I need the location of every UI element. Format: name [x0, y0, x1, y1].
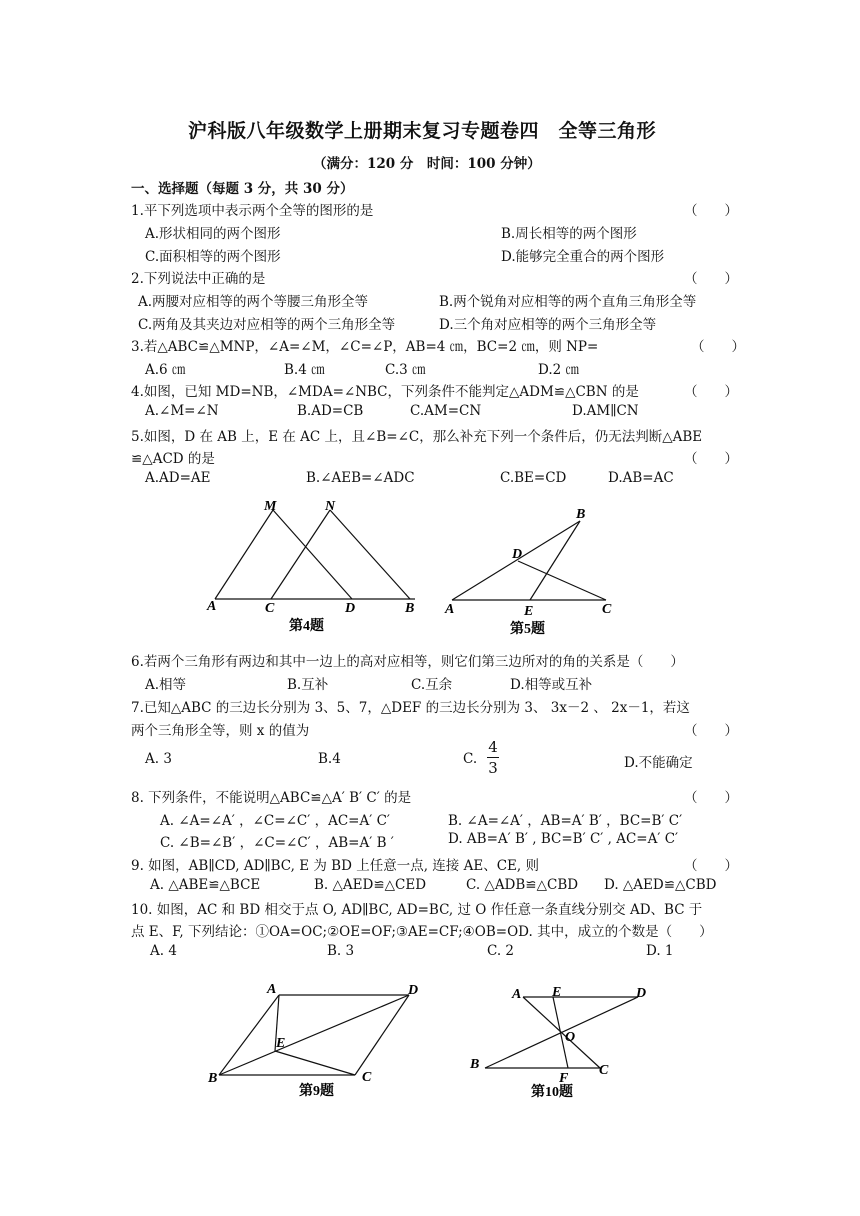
q4-option-d: D.AM∥CN: [572, 403, 639, 419]
q6-stem: 6.若两个三角形有两边和其中一边上的高对应相等，则它们第三边所对的角的关系是（ ）: [131, 654, 684, 670]
fig5-label-a: A: [445, 602, 455, 617]
q2-stem: 2.下列说法中正确的是: [131, 271, 266, 287]
fig10-label-e: E: [552, 985, 562, 1000]
figure-9: [195, 975, 435, 1105]
fig9-label-b: B: [208, 1071, 218, 1086]
fig9-label-e: E: [276, 1036, 286, 1051]
fig5-caption: 第5题: [510, 622, 545, 637]
q5-stem-line1: 5.如图，D 在 AB 上，E 在 AC 上，且∠B=∠C，那么补充下列一个条件后，仍无法判断△ABE: [131, 429, 703, 445]
q9-stem: 9. 如图，AB∥CD, AD∥BC, E 为 BD 上任意一点, 连接 AE、CE, 则: [131, 858, 539, 874]
q9-answer-paren: （ ）: [684, 858, 738, 874]
q7-option-c: C.: [463, 751, 478, 767]
q8-option-c: C. ∠B=∠B′ ，∠C=∠C′ ，AB=A′ B ′: [160, 835, 394, 851]
q1-answer-paren: （ ）: [684, 203, 738, 219]
q10-stem-line1: 10. 如图，AC 和 BD 相交于点 O, AD∥BC, AD=BC, 过 O 作任意一条直线分别交 AD、BC 于: [131, 902, 703, 918]
fig5-label-d: D: [512, 547, 523, 562]
q8-option-a: A. ∠A=∠A′ ，∠C=∠C′ ，AC=A′ C′: [160, 813, 390, 829]
fraction-denominator: 3: [488, 759, 498, 777]
q7-answer-paren: （ ）: [684, 723, 738, 739]
fig10-label-o: O: [565, 1030, 576, 1045]
q7-option-a: A. 3: [145, 751, 172, 767]
fig10-label-b: B: [470, 1057, 480, 1072]
fig10-label-a: A: [512, 987, 522, 1002]
q4-option-a: A.∠M=∠N: [145, 403, 219, 419]
fig10-label-f: F: [559, 1071, 569, 1086]
q10-option-d: D. 1: [646, 943, 674, 959]
page-title: 沪科版八年级数学上册期末复习专题卷四 全等三角形: [188, 120, 657, 142]
q7-option-b: B.4: [318, 751, 341, 767]
fig10-caption: 第10题: [531, 1085, 573, 1100]
q3-option-b: B.4 ㎝: [284, 362, 325, 378]
q2-option-b: B.两个锐角对应相等的两个直角三角形全等: [439, 294, 697, 310]
figure-5: [440, 500, 630, 642]
fig10-label-c: C: [599, 1063, 609, 1078]
q1-option-d: D.能够完全重合的两个图形: [501, 249, 665, 265]
q2-option-a: A.两腰对应相等的两个等腰三角形全等: [138, 294, 369, 310]
fig5-label-e: E: [524, 604, 534, 619]
q7-stem-line1: 7.已知△ABC 的三边长分别为 3、5、7，△DEF 的三边长分别为 3、 3x－2 、 2x－1，若这: [131, 700, 690, 716]
page-subtitle: （满分：120 分 时间：100 分钟）: [313, 156, 541, 172]
q8-stem: 8. 下列条件，不能说明△ABC≌△A′ B′ C′ 的是: [131, 790, 412, 806]
q6-option-c: C.互余: [411, 677, 453, 693]
q10-option-c: C. 2: [487, 943, 515, 959]
q3-option-c: C.3 ㎝: [385, 362, 426, 378]
fig9-label-c: C: [362, 1070, 372, 1085]
q1-stem: 1.平下列选项中表示两个全等的图形的是: [131, 203, 374, 219]
q5-option-a: A.AD=AE: [145, 470, 211, 486]
fraction-numerator: 4: [488, 738, 498, 756]
q5-option-b: B.∠AEB=∠ADC: [306, 470, 415, 486]
q3-option-a: A.6 ㎝: [145, 362, 186, 378]
fig5-label-c: C: [602, 602, 612, 617]
fig4-label-d: D: [345, 601, 356, 616]
q1-option-c: C.面积相等的两个图形: [145, 249, 281, 265]
q4-option-c: C.AM=CN: [410, 403, 482, 419]
q3-answer-paren: （ ）: [691, 339, 745, 355]
q9-option-a: A. △ABE≌△BCE: [150, 877, 261, 893]
q4-answer-paren: （ ）: [684, 384, 738, 400]
fig5-label-b: B: [576, 507, 586, 522]
q3-stem: 3.若△ABC≌△MNP，∠A=∠M，∠C=∠P，AB=4 ㎝，BC=2 ㎝，则 NP=: [131, 339, 599, 355]
q5-option-c: C.BE=CD: [500, 470, 567, 486]
fig9-label-a: A: [267, 982, 277, 997]
q8-option-d: D. AB=A′ B′ , BC=B′ C′ , AC=A′ C′: [448, 831, 679, 847]
q8-option-b: B. ∠A=∠A′ ，AB=A′ B′ ，BC=B′ C′: [448, 813, 683, 829]
q1-option-a: A.形状相同的两个图形: [145, 226, 281, 242]
q10-stem-line2: 点 E、F, 下列结论：①OA=OC;②OE=OF;③AE=CF;④OB=OD. 其中，成立的个数是（ ）: [131, 924, 713, 940]
q4-stem: 4.如图，已知 MD=NB，∠MDA=∠NBC，下列条件不能判定△ADM≌△CBN 的是: [131, 384, 639, 400]
q5-option-d: D.AB=AC: [608, 470, 674, 486]
fig4-label-a: A: [207, 599, 217, 614]
fig9-caption: 第9题: [299, 1084, 334, 1099]
fraction-bar: [487, 757, 499, 758]
section-heading: 一、选择题（每题 3 分，共 30 分）: [131, 181, 354, 197]
fig9-label-d: D: [408, 983, 419, 998]
q7-stem-line2: 两个三角形全等，则 x 的值为: [131, 723, 310, 739]
q10-option-b: B. 3: [327, 943, 355, 959]
q6-option-b: B.互补: [287, 677, 329, 693]
q9-option-b: B. △AED≌△CED: [314, 877, 427, 893]
q2-answer-paren: （ ）: [684, 271, 738, 287]
q9-option-d: D. △AED≌△CBD: [604, 877, 717, 893]
q5-answer-paren: （ ）: [684, 451, 738, 467]
q8-answer-paren: （ ）: [684, 790, 738, 806]
fig4-label-b: B: [405, 601, 415, 616]
fig4-label-m: M: [264, 499, 277, 514]
q2-option-c: C.两角及其夹边对应相等的两个三角形全等: [138, 317, 396, 333]
q10-option-a: A. 4: [150, 943, 177, 959]
q1-option-b: B.周长相等的两个图形: [501, 226, 637, 242]
fig4-label-n: N: [325, 499, 336, 514]
fig4-caption: 第4题: [289, 619, 324, 634]
fig10-label-d: D: [636, 986, 647, 1001]
figure-4: [195, 492, 435, 642]
figure-10: [463, 980, 663, 1105]
q3-option-d: D.2 ㎝: [538, 362, 580, 378]
q7-option-c-fraction: [485, 738, 501, 777]
q9-option-c: C. △ADB≌△CBD: [466, 877, 579, 893]
q7-option-d: D.不能确定: [624, 755, 693, 771]
fig4-label-c: C: [265, 601, 275, 616]
q6-option-a: A.相等: [145, 677, 187, 693]
q2-option-d: D.三个角对应相等的两个三角形全等: [439, 317, 657, 333]
q4-option-b: B.AD=CB: [297, 403, 364, 419]
q6-option-d: D.相等或互补: [510, 677, 593, 693]
q5-stem-line2: ≌△ACD 的是: [131, 451, 215, 467]
